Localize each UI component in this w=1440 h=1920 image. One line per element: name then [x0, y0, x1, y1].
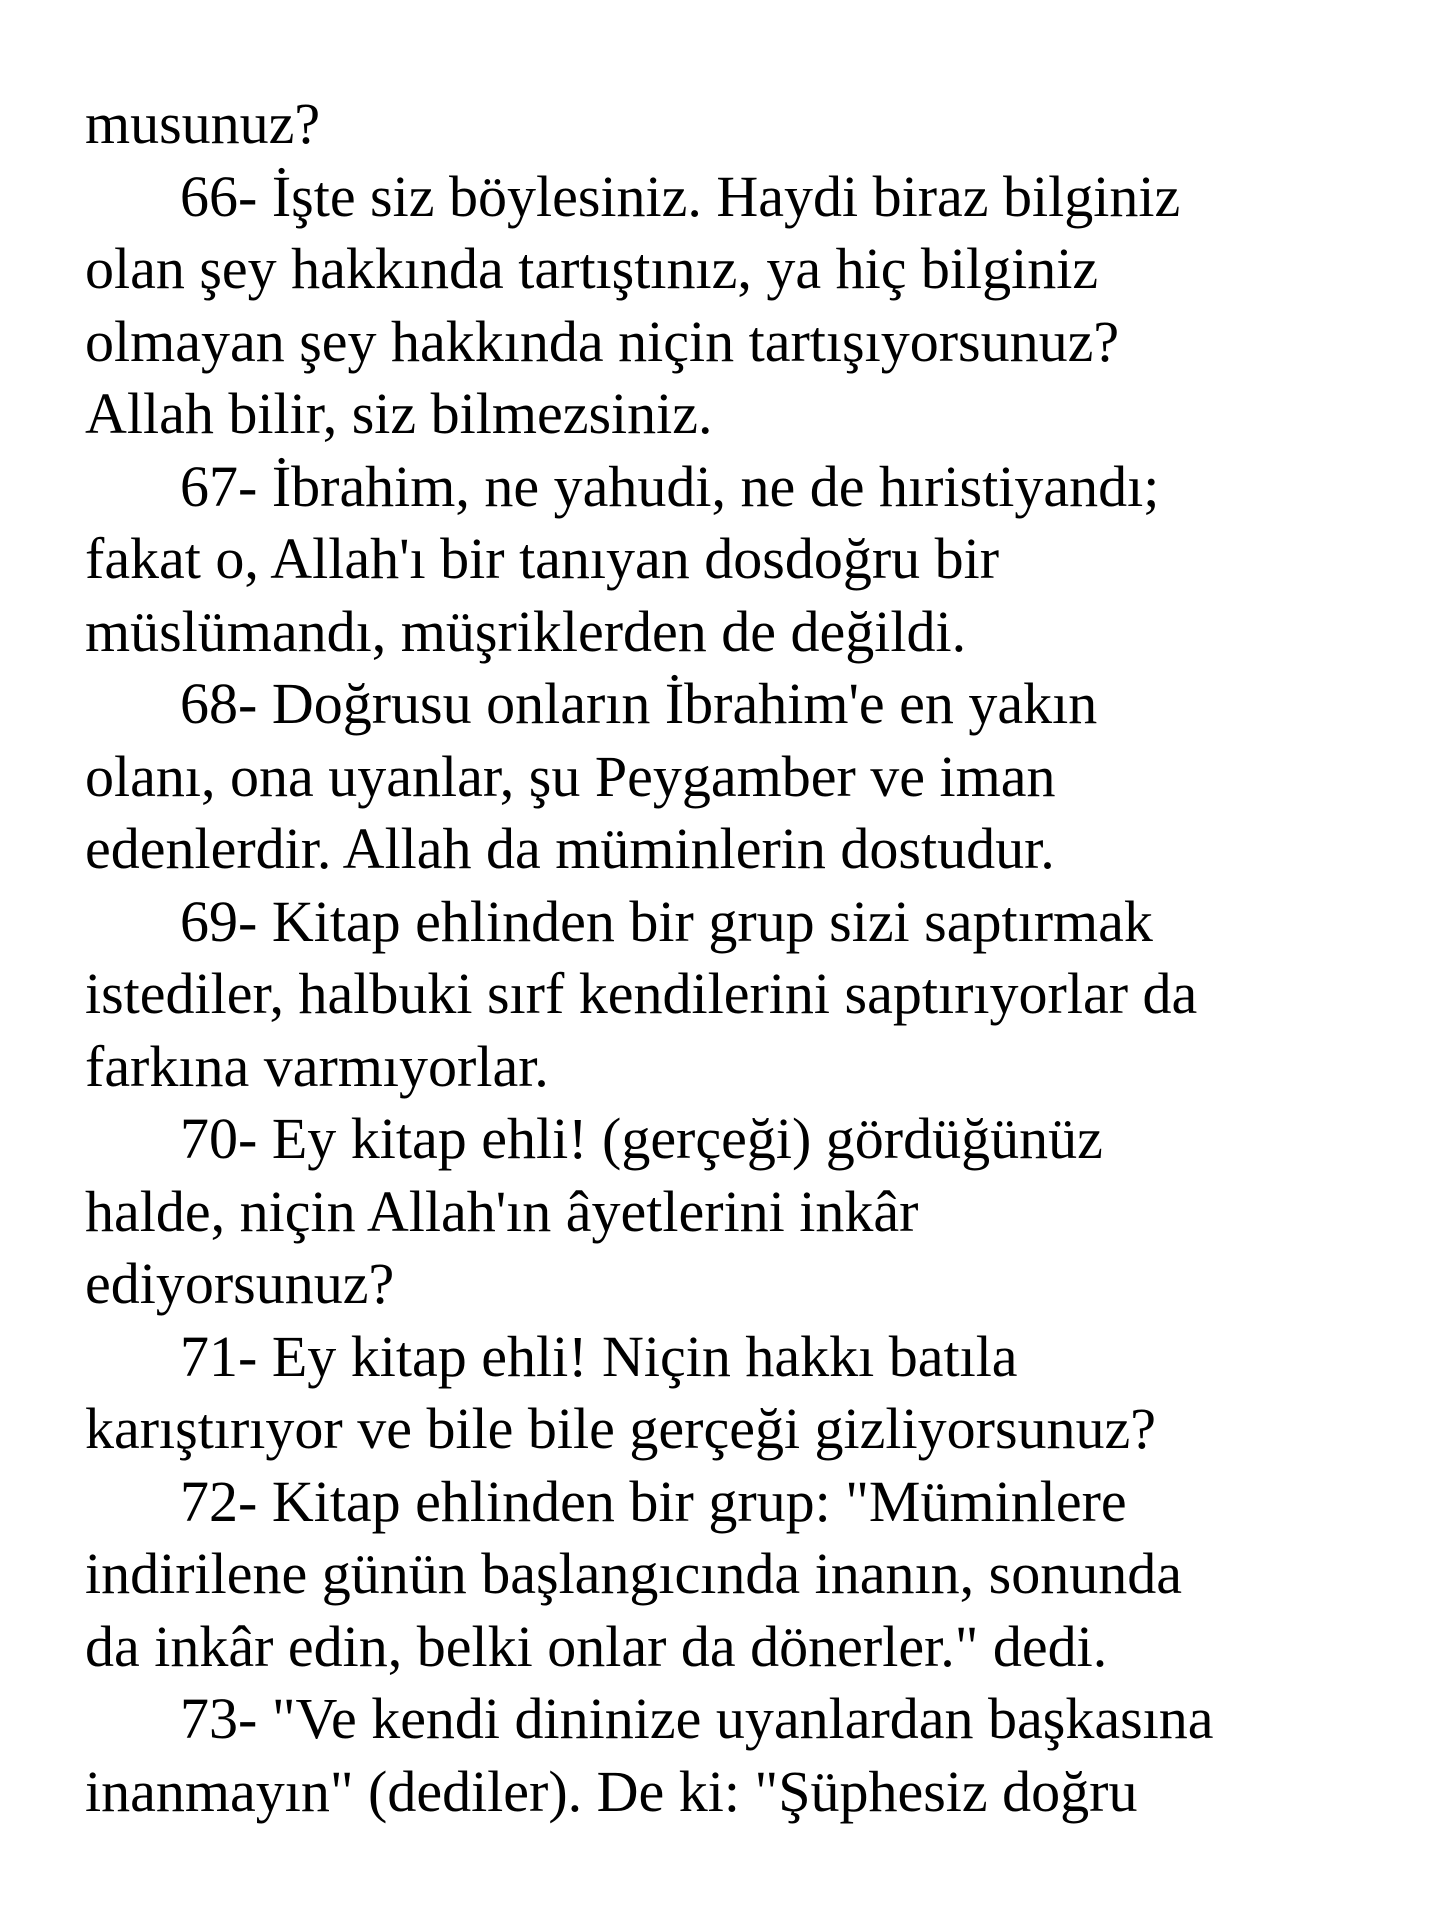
text-line: olanı, ona uyanlar, şu Peygamber ve iman: [85, 743, 1056, 809]
verse-71-line: 71- Ey kitap ehli! Niçin hakkı batıla: [180, 1323, 1018, 1389]
verse-68-line: 68- Doğrusu onların İbrahim'e en yakın: [180, 671, 1098, 736]
verse-67-line: 67- İbrahim, ne yahudi, ne de hıristiyandı;: [180, 453, 1160, 519]
text-line: istediler, halbuki sırf kendilerini saptırıyorlar da: [85, 961, 1198, 1026]
text-line: fakat o, Allah'ı bir tanıyan dosdoğru bir: [85, 526, 1000, 591]
verse-70-line: 70- Ey kitap ehli! (gerçeği) gördüğünüz: [180, 1106, 1103, 1171]
verse-73-line: 73- "Ve kendi dininize uyanlardan başkasına: [180, 1686, 1214, 1751]
text-line: karıştırıyor ve bile bile gerçeği gizliyorsunuz?: [85, 1396, 1157, 1461]
verse-66-line: 66- İşte siz böylesiniz. Haydi biraz bilginiz: [180, 163, 1181, 229]
text-line: olmayan şey hakkında niçin tartışıyorsunuz?: [85, 308, 1120, 374]
body-text: [85, 88, 1395, 1828]
verse-69-line: 69- Kitap ehlinden bir grup sizi saptırmak: [180, 888, 1153, 954]
text-line: da inkâr edin, belki onlar da dönerler." dedi.: [85, 1613, 1108, 1679]
text-line: ediyorsunuz?: [85, 1251, 395, 1316]
text-line: halde, niçin Allah'ın âyetlerini inkâr: [85, 1178, 919, 1244]
text-line: farkına varmıyorlar.: [85, 1033, 549, 1099]
text-line: edenlerdir. Allah da müminlerin dostudur.: [85, 816, 1055, 881]
verse-72-line: 72- Kitap ehlinden bir grup: "Müminlere: [180, 1468, 1127, 1534]
text-line: müslümandı, müşriklerden de değildi.: [85, 598, 967, 664]
text-line: Allah bilir, siz bilmezsiniz.: [85, 381, 713, 446]
text-line: olan şey hakkında tartıştınız, ya hiç bilginiz: [85, 236, 1099, 301]
text-line: inanmayın" (dediler). De ki: "Şüphesiz doğru: [85, 1758, 1138, 1824]
text-line: musunuz?: [85, 91, 321, 156]
text-line: indirilene günün başlangıcında inanın, sonunda: [85, 1541, 1182, 1606]
